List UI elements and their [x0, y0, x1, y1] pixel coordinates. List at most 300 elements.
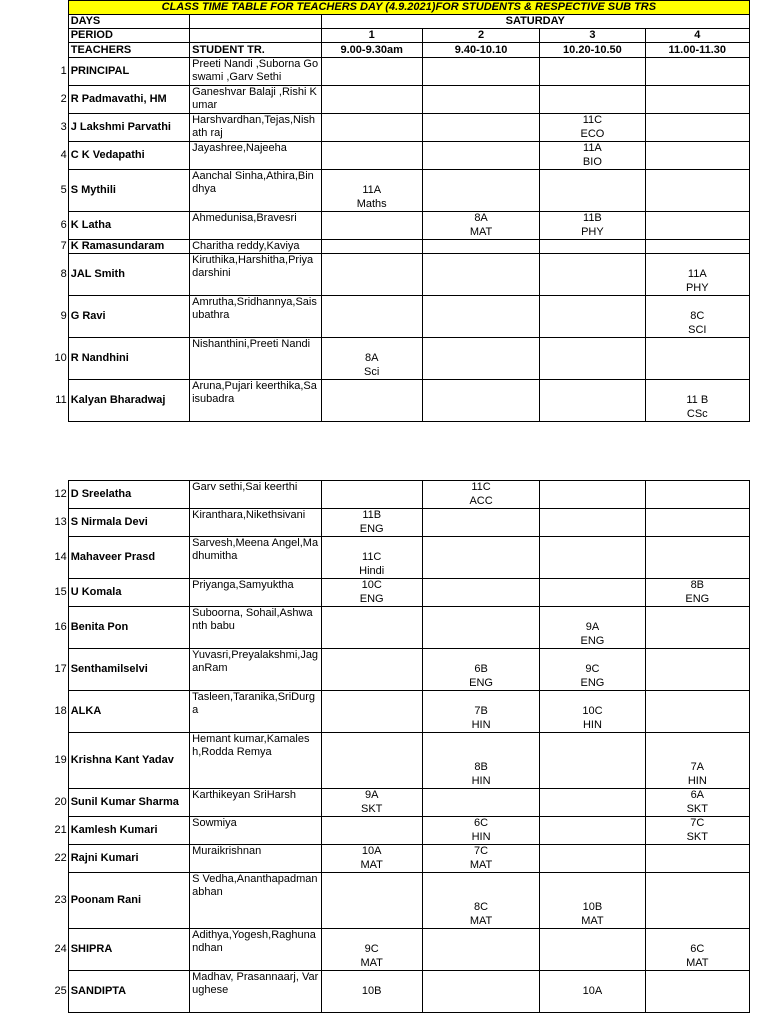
teacher-name: Krishna Kant Yadav: [68, 733, 189, 789]
period-cell: [540, 114, 645, 142]
subject-code: [322, 407, 422, 421]
subject-code: HIN: [471, 719, 491, 731]
class-code: [423, 579, 539, 593]
subject-code: [540, 281, 644, 295]
class-code: 9C: [364, 943, 379, 955]
subject-code: [646, 998, 749, 1012]
subject-code: MAT: [581, 915, 604, 927]
period-cell: [321, 481, 422, 509]
timetable-part-1: [0, 0, 750, 422]
period-cell: [645, 971, 749, 1013]
subject-code: [423, 197, 539, 211]
class-code: [423, 58, 539, 72]
student-label: STUDENT TR.: [190, 43, 321, 58]
student-teachers: Tasleen,Taranika,SriDurga: [190, 691, 321, 733]
period-cell: [422, 649, 539, 691]
period-cell: [321, 607, 422, 649]
subject-code: ENG: [359, 523, 384, 535]
class-code: [322, 620, 422, 634]
period-cell: [321, 929, 422, 971]
class-code: [646, 900, 749, 914]
subject-code: [322, 914, 422, 928]
row-number: 2: [60, 93, 67, 105]
subject-code: MAT: [469, 915, 493, 927]
period-cell: [422, 789, 539, 817]
class-code: [322, 817, 422, 831]
timetable-part-2: [0, 480, 750, 1013]
subject-code: [646, 718, 749, 732]
period-cell: [645, 212, 749, 240]
day-name: SATURDAY: [321, 15, 749, 29]
period-cell: [645, 691, 749, 733]
teacher-name: D Sreelatha: [68, 481, 189, 509]
row-number: 23: [54, 894, 67, 906]
period-cell: [540, 691, 645, 733]
subject-code: [423, 564, 539, 578]
period-cell: [645, 170, 749, 212]
class-code: [646, 662, 749, 676]
row-number: 21: [54, 824, 67, 836]
class-code: [322, 212, 422, 226]
period-cell: [540, 86, 645, 114]
page-title: CLASS TIME TABLE FOR TEACHERS DAY (4.9.2021)FOR STUDENTS & RESPECTIVE SUB TRS: [68, 1, 749, 15]
teacher-name: Mahaveer Prasd: [68, 537, 189, 579]
period-cell: [422, 170, 539, 212]
period-cell: [645, 649, 749, 691]
class-code: 10C: [582, 705, 603, 717]
subject-code: [423, 523, 539, 537]
subject-code: [322, 495, 422, 509]
period-time: 11.00-11.30: [645, 43, 749, 58]
period-cell: [422, 338, 539, 380]
table-row: [0, 142, 750, 170]
subject-code: Sci: [364, 366, 380, 378]
subject-code: [322, 281, 422, 295]
table-row: [0, 817, 750, 845]
student-teachers: Ganeshvar Balaji ,Rishi Kumar: [190, 86, 321, 114]
subject-code: [423, 407, 539, 421]
period-cell: [321, 58, 422, 86]
period-cell: [321, 971, 422, 1013]
period-cell: [645, 86, 749, 114]
table-row: [0, 481, 750, 509]
student-teachers: Karthikeyan SriHarsh: [190, 789, 321, 817]
subject-code: [646, 495, 749, 509]
row-number: 25: [54, 985, 67, 997]
teacher-name: U Komala: [68, 579, 189, 607]
subject-code: [322, 72, 422, 86]
period-cell: [321, 240, 422, 254]
class-code: 11C: [362, 551, 382, 563]
subject-code: [646, 247, 749, 254]
teacher-name: ALKA: [68, 691, 189, 733]
subject-code: ENG: [685, 593, 710, 605]
table-row: [0, 509, 750, 537]
class-code: [322, 662, 422, 676]
teacher-name: SANDIPTA: [68, 971, 189, 1013]
subject-code: [646, 914, 749, 928]
table-row: [0, 971, 750, 1013]
table-row: [0, 733, 750, 789]
period-cell: [645, 789, 749, 817]
period-cell: [540, 845, 645, 873]
days-label: DAYS: [68, 15, 189, 29]
subject-code: MAT: [360, 859, 383, 871]
class-code: [423, 142, 539, 156]
student-teachers: Muraikrishnan: [190, 845, 321, 873]
class-code: [322, 393, 422, 407]
table-row: [0, 579, 750, 607]
student-teachers: Kiranthara,Nikethsivani: [190, 509, 321, 537]
row-number: 14: [54, 551, 67, 563]
class-code: 10B: [582, 901, 603, 913]
period-cell: [540, 971, 645, 1013]
teacher-name: Rajni Kumari: [68, 845, 189, 873]
class-code: [423, 86, 539, 100]
period-cell: [422, 509, 539, 537]
class-code: [423, 509, 539, 523]
period-cell: [422, 607, 539, 649]
period-cell: [321, 212, 422, 240]
subject-code: [423, 100, 539, 114]
period-cell: [422, 142, 539, 170]
teachers-label: TEACHERS: [68, 43, 189, 58]
row-number: 6: [60, 219, 67, 231]
period-number: 1: [321, 29, 422, 43]
table-row: [0, 873, 750, 929]
table-row: [0, 929, 750, 971]
subject-code: [540, 859, 644, 873]
period-cell: [422, 691, 539, 733]
period-cell: [645, 873, 749, 929]
subject-code: [423, 247, 539, 254]
subject-code: [540, 72, 644, 86]
period-cell: [321, 873, 422, 929]
class-code: 11C: [582, 114, 603, 126]
row-number: 17: [54, 663, 67, 675]
subject-code: [646, 564, 749, 578]
table-row: [0, 296, 750, 338]
class-code: [646, 845, 749, 859]
subject-code: [423, 634, 539, 648]
row-number: 5: [60, 184, 67, 196]
student-teachers: Charitha reddy,Kaviya: [190, 240, 321, 254]
subject-code: HIN: [687, 775, 707, 787]
row-number: 9: [60, 310, 67, 322]
class-code: [322, 58, 422, 72]
subject-code: [540, 323, 644, 337]
row-number: 15: [54, 586, 67, 598]
period-cell: [645, 579, 749, 607]
period-cell: [422, 817, 539, 845]
subject-code: [540, 803, 644, 817]
subject-code: HIN: [582, 719, 602, 731]
period-cell: [645, 338, 749, 380]
class-code: [423, 183, 539, 197]
subject-code: [646, 156, 749, 170]
student-teachers: Sowmiya: [190, 817, 321, 845]
period-cell: [321, 733, 422, 789]
period-cell: [540, 481, 645, 509]
class-code: 6A: [690, 789, 705, 801]
subject-code: [540, 774, 644, 788]
period-cell: [321, 509, 422, 537]
subject-code: [322, 156, 422, 170]
period-cell: [540, 254, 645, 296]
period-cell: [540, 789, 645, 817]
class-code: [540, 267, 644, 281]
period-cell: [321, 537, 422, 579]
class-code: [646, 58, 749, 72]
row-number: 13: [54, 516, 67, 528]
class-code: 7A: [690, 761, 705, 773]
period-cell: [422, 114, 539, 142]
class-code: [646, 183, 749, 197]
class-code: 11A: [687, 268, 707, 280]
period-cell: [321, 817, 422, 845]
period-cell: [645, 58, 749, 86]
class-code: [540, 760, 644, 774]
period-cell: [422, 873, 539, 929]
subject-code: ENG: [580, 635, 605, 647]
class-code: [423, 351, 539, 365]
subject-code: Hindi: [359, 565, 385, 577]
subject-code: [423, 128, 539, 142]
period-cell: [422, 971, 539, 1013]
subject-code: BIO: [582, 156, 602, 168]
period-cell: [321, 114, 422, 142]
class-code: 11A: [583, 142, 602, 154]
period-cell: [540, 58, 645, 86]
subject-code: [646, 634, 749, 648]
student-teachers: Preeti Nandi ,Suborna Goswami ,Garv Sethi: [190, 58, 321, 86]
subject-code: [423, 593, 539, 607]
table-row: [0, 254, 750, 296]
class-code: 6C: [474, 817, 489, 829]
row-number: 11: [55, 394, 67, 406]
student-teachers: Kiruthika,Harshitha,Priyadarshini: [190, 254, 321, 296]
subject-code: ECO: [580, 128, 605, 140]
period-cell: [422, 240, 539, 254]
class-code: [322, 309, 422, 323]
subject-code: MAT: [469, 226, 493, 238]
period-cell: [645, 380, 749, 422]
subject-code: MAT: [686, 957, 709, 969]
teacher-name: K Ramasundaram: [68, 240, 189, 254]
subject-code: [423, 72, 539, 86]
subject-code: [423, 956, 539, 970]
period-cell: [321, 86, 422, 114]
class-code: 11B: [362, 509, 382, 521]
class-code: [646, 481, 749, 495]
row-number: 3: [60, 121, 67, 133]
row-number: 19: [54, 754, 67, 766]
student-teachers: S Vedha,Ananthapadmanabhan: [190, 873, 321, 929]
period-cell: [540, 296, 645, 338]
class-code: [540, 393, 644, 407]
subject-code: MAT: [469, 859, 493, 871]
period-cell: [321, 170, 422, 212]
class-code: 10C: [361, 579, 382, 591]
teacher-name: Senthamilselvi: [68, 649, 189, 691]
teacher-name: C K Vedapathi: [68, 142, 189, 170]
class-code: 8C: [474, 901, 489, 913]
row-number: 10: [54, 352, 67, 364]
student-teachers: Aanchal Sinha,Athira,Bindhya: [190, 170, 321, 212]
period-cell: [645, 254, 749, 296]
period-cell: [422, 845, 539, 873]
subject-code: SCI: [688, 324, 707, 336]
period-cell: [422, 481, 539, 509]
subject-code: [423, 323, 539, 337]
class-code: 7B: [474, 705, 488, 717]
period-cell: [540, 338, 645, 380]
subject-code: ENG: [469, 677, 493, 689]
subject-code: ACC: [469, 495, 493, 507]
period-cell: [540, 817, 645, 845]
class-code: [322, 267, 422, 281]
student-teachers: Jayashree,Najeeha: [190, 142, 321, 170]
class-code: [540, 509, 644, 523]
subject-code: [423, 281, 539, 295]
period-cell: [540, 537, 645, 579]
teacher-name: Benita Pon: [68, 607, 189, 649]
subject-code: [540, 407, 644, 421]
subject-code: ENG: [580, 677, 605, 689]
period-cell: [540, 509, 645, 537]
period-cell: [645, 537, 749, 579]
period-cell: [540, 380, 645, 422]
period-label: PERIOD: [68, 29, 189, 43]
row-number: 24: [54, 943, 67, 955]
student-teachers: Yuvasri,Preyalakshmi,JaganRam: [190, 649, 321, 691]
subject-code: [540, 523, 644, 537]
class-code: [540, 550, 644, 564]
class-code: [322, 704, 422, 718]
table-row: [0, 691, 750, 733]
period-cell: [645, 929, 749, 971]
row-number: 12: [54, 488, 67, 500]
period-cell: [645, 817, 749, 845]
period-cell: [321, 296, 422, 338]
student-teachers: Sarvesh,Meena Angel,Madhumitha: [190, 537, 321, 579]
teacher-name: JAL Smith: [68, 254, 189, 296]
period-cell: [321, 845, 422, 873]
period-cell: [645, 481, 749, 509]
period-cell: [540, 607, 645, 649]
class-code: 6C: [690, 943, 705, 955]
period-cell: [321, 338, 422, 380]
class-code: 7C: [474, 845, 489, 857]
class-code: 8C: [690, 310, 705, 322]
row-number: 7: [60, 240, 67, 252]
subject-code: CSc: [686, 408, 708, 420]
table-row: [0, 170, 750, 212]
subject-code: [423, 365, 539, 379]
teacher-name: R Padmavathi, HM: [68, 86, 189, 114]
class-code: [540, 817, 644, 831]
period-number: 2: [422, 29, 539, 43]
period-cell: [321, 691, 422, 733]
row-number: 8: [60, 268, 67, 280]
subject-code: [540, 100, 644, 114]
class-code: 8B: [690, 579, 705, 591]
subject-code: [540, 956, 644, 970]
subject-code: MAT: [360, 957, 383, 969]
subject-code: HIN: [471, 775, 491, 787]
class-code: [540, 579, 644, 593]
class-code: [540, 481, 644, 495]
period-cell: [422, 86, 539, 114]
subject-code: [322, 247, 422, 254]
period-cell: [422, 733, 539, 789]
period-cell: [321, 380, 422, 422]
class-code: [322, 900, 422, 914]
class-code: [322, 760, 422, 774]
class-code: 6B: [474, 663, 488, 675]
subject-code: PHY: [581, 226, 604, 238]
class-code: [540, 351, 644, 365]
subject-code: [322, 998, 422, 1012]
class-code: [646, 142, 749, 156]
teacher-name: Kalyan Bharadwaj: [68, 380, 189, 422]
subject-code: [322, 831, 422, 845]
class-code: 10B: [361, 985, 382, 997]
class-code: [423, 393, 539, 407]
subject-code: [322, 634, 422, 648]
teacher-name: S Nirmala Devi: [68, 509, 189, 537]
table-row: [0, 789, 750, 817]
student-teachers: Harshvardhan,Tejas,Nishath raj: [190, 114, 321, 142]
class-code: 9A: [585, 621, 600, 633]
subject-code: [646, 197, 749, 211]
student-teachers: Suboorna, Sohail,Ashwanth babu: [190, 607, 321, 649]
class-code: [322, 481, 422, 495]
class-code: [646, 114, 749, 128]
teacher-name: G Ravi: [68, 296, 189, 338]
class-code: [540, 183, 644, 197]
teacher-name: S Mythili: [68, 170, 189, 212]
period-cell: [422, 579, 539, 607]
period-cell: [645, 240, 749, 254]
table-row: [0, 240, 750, 254]
teacher-name: Poonam Rani: [68, 873, 189, 929]
period-cell: [540, 929, 645, 971]
class-code: [423, 789, 539, 803]
class-code: [646, 86, 749, 100]
table-row: [0, 380, 750, 422]
teacher-name: Kamlesh Kumari: [68, 817, 189, 845]
subject-code: [646, 365, 749, 379]
subject-code: [646, 100, 749, 114]
table-row: [0, 114, 750, 142]
subject-code: [646, 859, 749, 873]
row-number: 22: [54, 852, 67, 864]
student-teachers: Garv sethi,Sai keerthi: [190, 481, 321, 509]
subject-code: [322, 128, 422, 142]
period-cell: [540, 212, 645, 240]
period-cell: [422, 254, 539, 296]
table-row: [0, 338, 750, 380]
student-teachers: Hemant kumar,Kamalesh,Rodda Remya: [190, 733, 321, 789]
subject-code: [540, 564, 644, 578]
class-code: [646, 984, 749, 998]
period-cell: [645, 142, 749, 170]
period-cell: [645, 607, 749, 649]
class-code: [540, 86, 644, 100]
period-cell: [321, 142, 422, 170]
class-code: [423, 550, 539, 564]
